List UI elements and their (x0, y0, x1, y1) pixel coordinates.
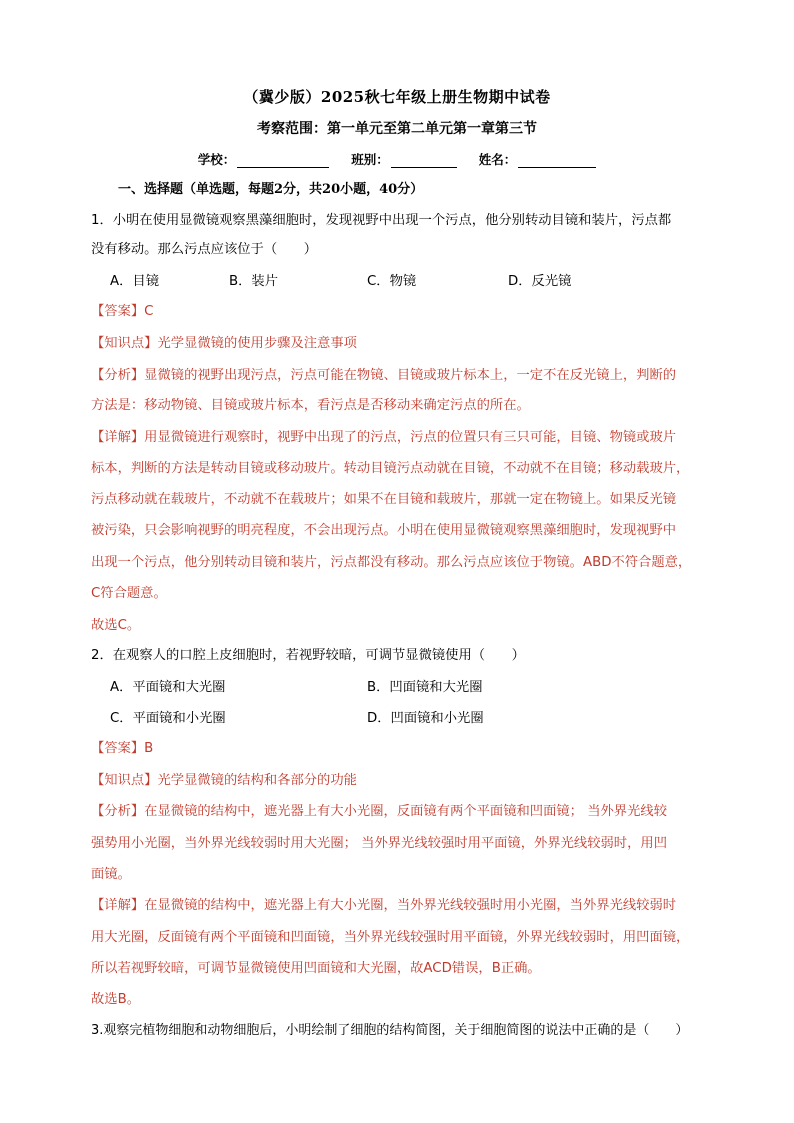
class-label: 班别： (351, 152, 389, 167)
class-blank[interactable] (391, 153, 457, 168)
q1-option-b: B．装片 (229, 274, 279, 289)
q1-detail-line-1: 【详解】用显微镜进行观察时，视野中出现了的污点，污点的位置只有三只可能，目镜、物镜或玻片 (91, 430, 677, 445)
q1-answer: 【答案】C (91, 304, 154, 319)
q3-stem: 3.观察完植物细胞和动物细胞后，小明绘制了细胞的结构简图，关于细胞简图的说法中正确的是（ ） (91, 1023, 689, 1038)
school-label: 学校： (197, 152, 236, 167)
name-field (479, 150, 597, 168)
q1-option-a: A．目镜 (110, 274, 159, 289)
q1-analysis-line-1: 【分析】显微镜的视野出现污点，污点可能在物镜、目镜或玻片标本上，一定不在反光镜上，判断的 (91, 368, 677, 383)
exam-scope: 考察范围：第一单元至第二单元第一章第三节 (257, 121, 537, 137)
q2-analysis-line-1: 【分析】在显微镜的结构中，遮光器上有大小光圈，反面镜有两个平面镜和凹面镜； 当外界光线较 (91, 804, 667, 819)
name-label: 姓名： (478, 152, 517, 167)
q2-option-b: B．凹面镜和大光圈 (367, 680, 483, 695)
q1-detail-line-5: 出现一个污点，他分别转动目镜和装片，污点都没有移动。那么污点应该位于物镜。ABD不符合题意， (91, 555, 692, 570)
q2-option-d: D．凹面镜和小光圈 (367, 711, 484, 726)
name-blank[interactable] (518, 153, 596, 168)
q1-detail-line-4: 被污染，只会影响视野的明亮程度，不会出现污点。小明在使用显微镜观察黑藻细胞时，发现视野中 (91, 523, 677, 538)
q1-detail-line-6: C符合题意。 (91, 586, 167, 601)
school-blank[interactable] (237, 153, 329, 168)
q1-analysis-line-2: 方法是：移动物镜、目镜或玻片标本，看污点是否移动来确定污点的所在。 (91, 398, 530, 413)
q2-detail-line-2: 用大光圈，反面镜有两个平面镜和凹面镜，当外界光线较强时用平面镜，外界光线较弱时，用凹面镜， (91, 930, 690, 945)
q1-option-c: C．物镜 (367, 274, 417, 289)
q2-option-c: C．平面镜和小光圈 (110, 711, 226, 726)
q2-answer: 【答案】B (91, 741, 154, 756)
q1-option-d: D．反光镜 (508, 274, 572, 289)
q2-conclusion: 故选B。 (91, 992, 141, 1007)
q2-analysis-line-2: 强势用小光圈，当外界光线较弱时用大光圈； 当外界光线较强时用平面镜，外界光线较弱时，用凹 (91, 836, 667, 851)
q1-conclusion: 故选C。 (91, 618, 141, 633)
student-info-line (0, 150, 794, 168)
q1-detail-line-3: 污点移动就在载玻片，不动就不在载玻片；如果不在目镜和载玻片，那就一定在物镜上。如果反光镜 (91, 492, 677, 507)
q2-detail-line-3: 所以若视野较暗，可调节显微镜使用凹面镜和大光圈，故ACD错误，B正确。 (91, 961, 541, 976)
q2-analysis-line-3: 面镜。 (91, 867, 131, 882)
q1-knowledge-point: 【知识点】光学显微镜的使用步骤及注意事项 (91, 336, 357, 351)
q2-option-a: A．平面镜和大光圈 (110, 680, 226, 695)
school-field (198, 150, 330, 168)
q1-stem-line-1: 1．小明在使用显微镜观察黑藻细胞时，发现视野中出现一个污点，他分别转动目镜和装片，污点都 (91, 213, 672, 228)
q2-detail-line-1: 【详解】在显微镜的结构中，遮光器上有大小光圈，当外界光线较强时用小光圈，当外界光线较弱时 (91, 898, 677, 913)
q1-detail-line-2: 标本，判断的方法是转动目镜或移动玻片。转动目镜污点动就在目镜，不动就不在目镜；移动载玻片， (91, 461, 690, 476)
class-field (351, 150, 457, 168)
section-title: 一、选择题（单选题，每题2分，共20小题，40分） (118, 182, 424, 197)
q2-stem: 2．在观察人的口腔上皮细胞时，若视野较暗，可调节显微镜使用（ ） (91, 648, 525, 663)
q2-knowledge-point: 【知识点】光学显微镜的结构和各部分的功能 (91, 773, 357, 788)
exam-title: （冀少版）2025秋七年级上册生物期中试卷 (243, 88, 551, 106)
q1-stem-line-2: 没有移动。那么污点应该位于（ ） (91, 242, 318, 257)
